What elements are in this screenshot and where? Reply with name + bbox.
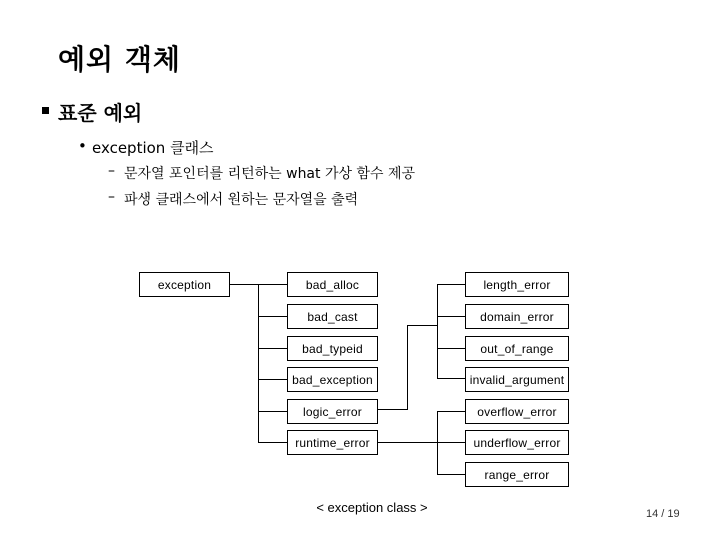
- class-box-domain-error: domain_error: [465, 304, 569, 329]
- slide-title: 예외 객체: [58, 43, 181, 76]
- class-box-bad-cast: bad_cast: [287, 304, 378, 329]
- class-box-bad-exception: bad_exception: [287, 367, 378, 392]
- class-box-out-of-range: out_of_range: [465, 336, 569, 361]
- class-box-overflow-error: overflow_error: [465, 399, 569, 424]
- dot-bullet-icon: •: [78, 137, 87, 155]
- class-box-invalid-argument: invalid_argument: [465, 367, 569, 392]
- bullet-level3-text: 문자열 포인터를 리턴하는 what 가상 함수 제공: [124, 166, 415, 182]
- class-box-length-error: length_error: [465, 272, 569, 297]
- bullet-level3-text: 파생 클래스에서 원하는 문자열을 출력: [124, 192, 359, 208]
- bullet-level2-text: exception 클래스: [92, 139, 214, 157]
- bullet-level1-text: 표준 예외: [58, 101, 143, 125]
- class-box-range-error: range_error: [465, 462, 569, 487]
- class-box-runtime-error: runtime_error: [287, 430, 378, 455]
- dash-bullet-icon: –: [108, 189, 115, 205]
- class-box-logic-error: logic_error: [287, 399, 378, 424]
- class-box-exception: exception: [139, 272, 230, 297]
- class-box-bad-typeid: bad_typeid: [287, 336, 378, 361]
- diagram-caption: < exception class >: [316, 500, 428, 515]
- class-box-underflow-error: underflow_error: [465, 430, 569, 455]
- page-number: 14 / 19: [646, 508, 680, 520]
- dash-bullet-icon: –: [108, 163, 115, 179]
- class-box-bad-alloc: bad_alloc: [287, 272, 378, 297]
